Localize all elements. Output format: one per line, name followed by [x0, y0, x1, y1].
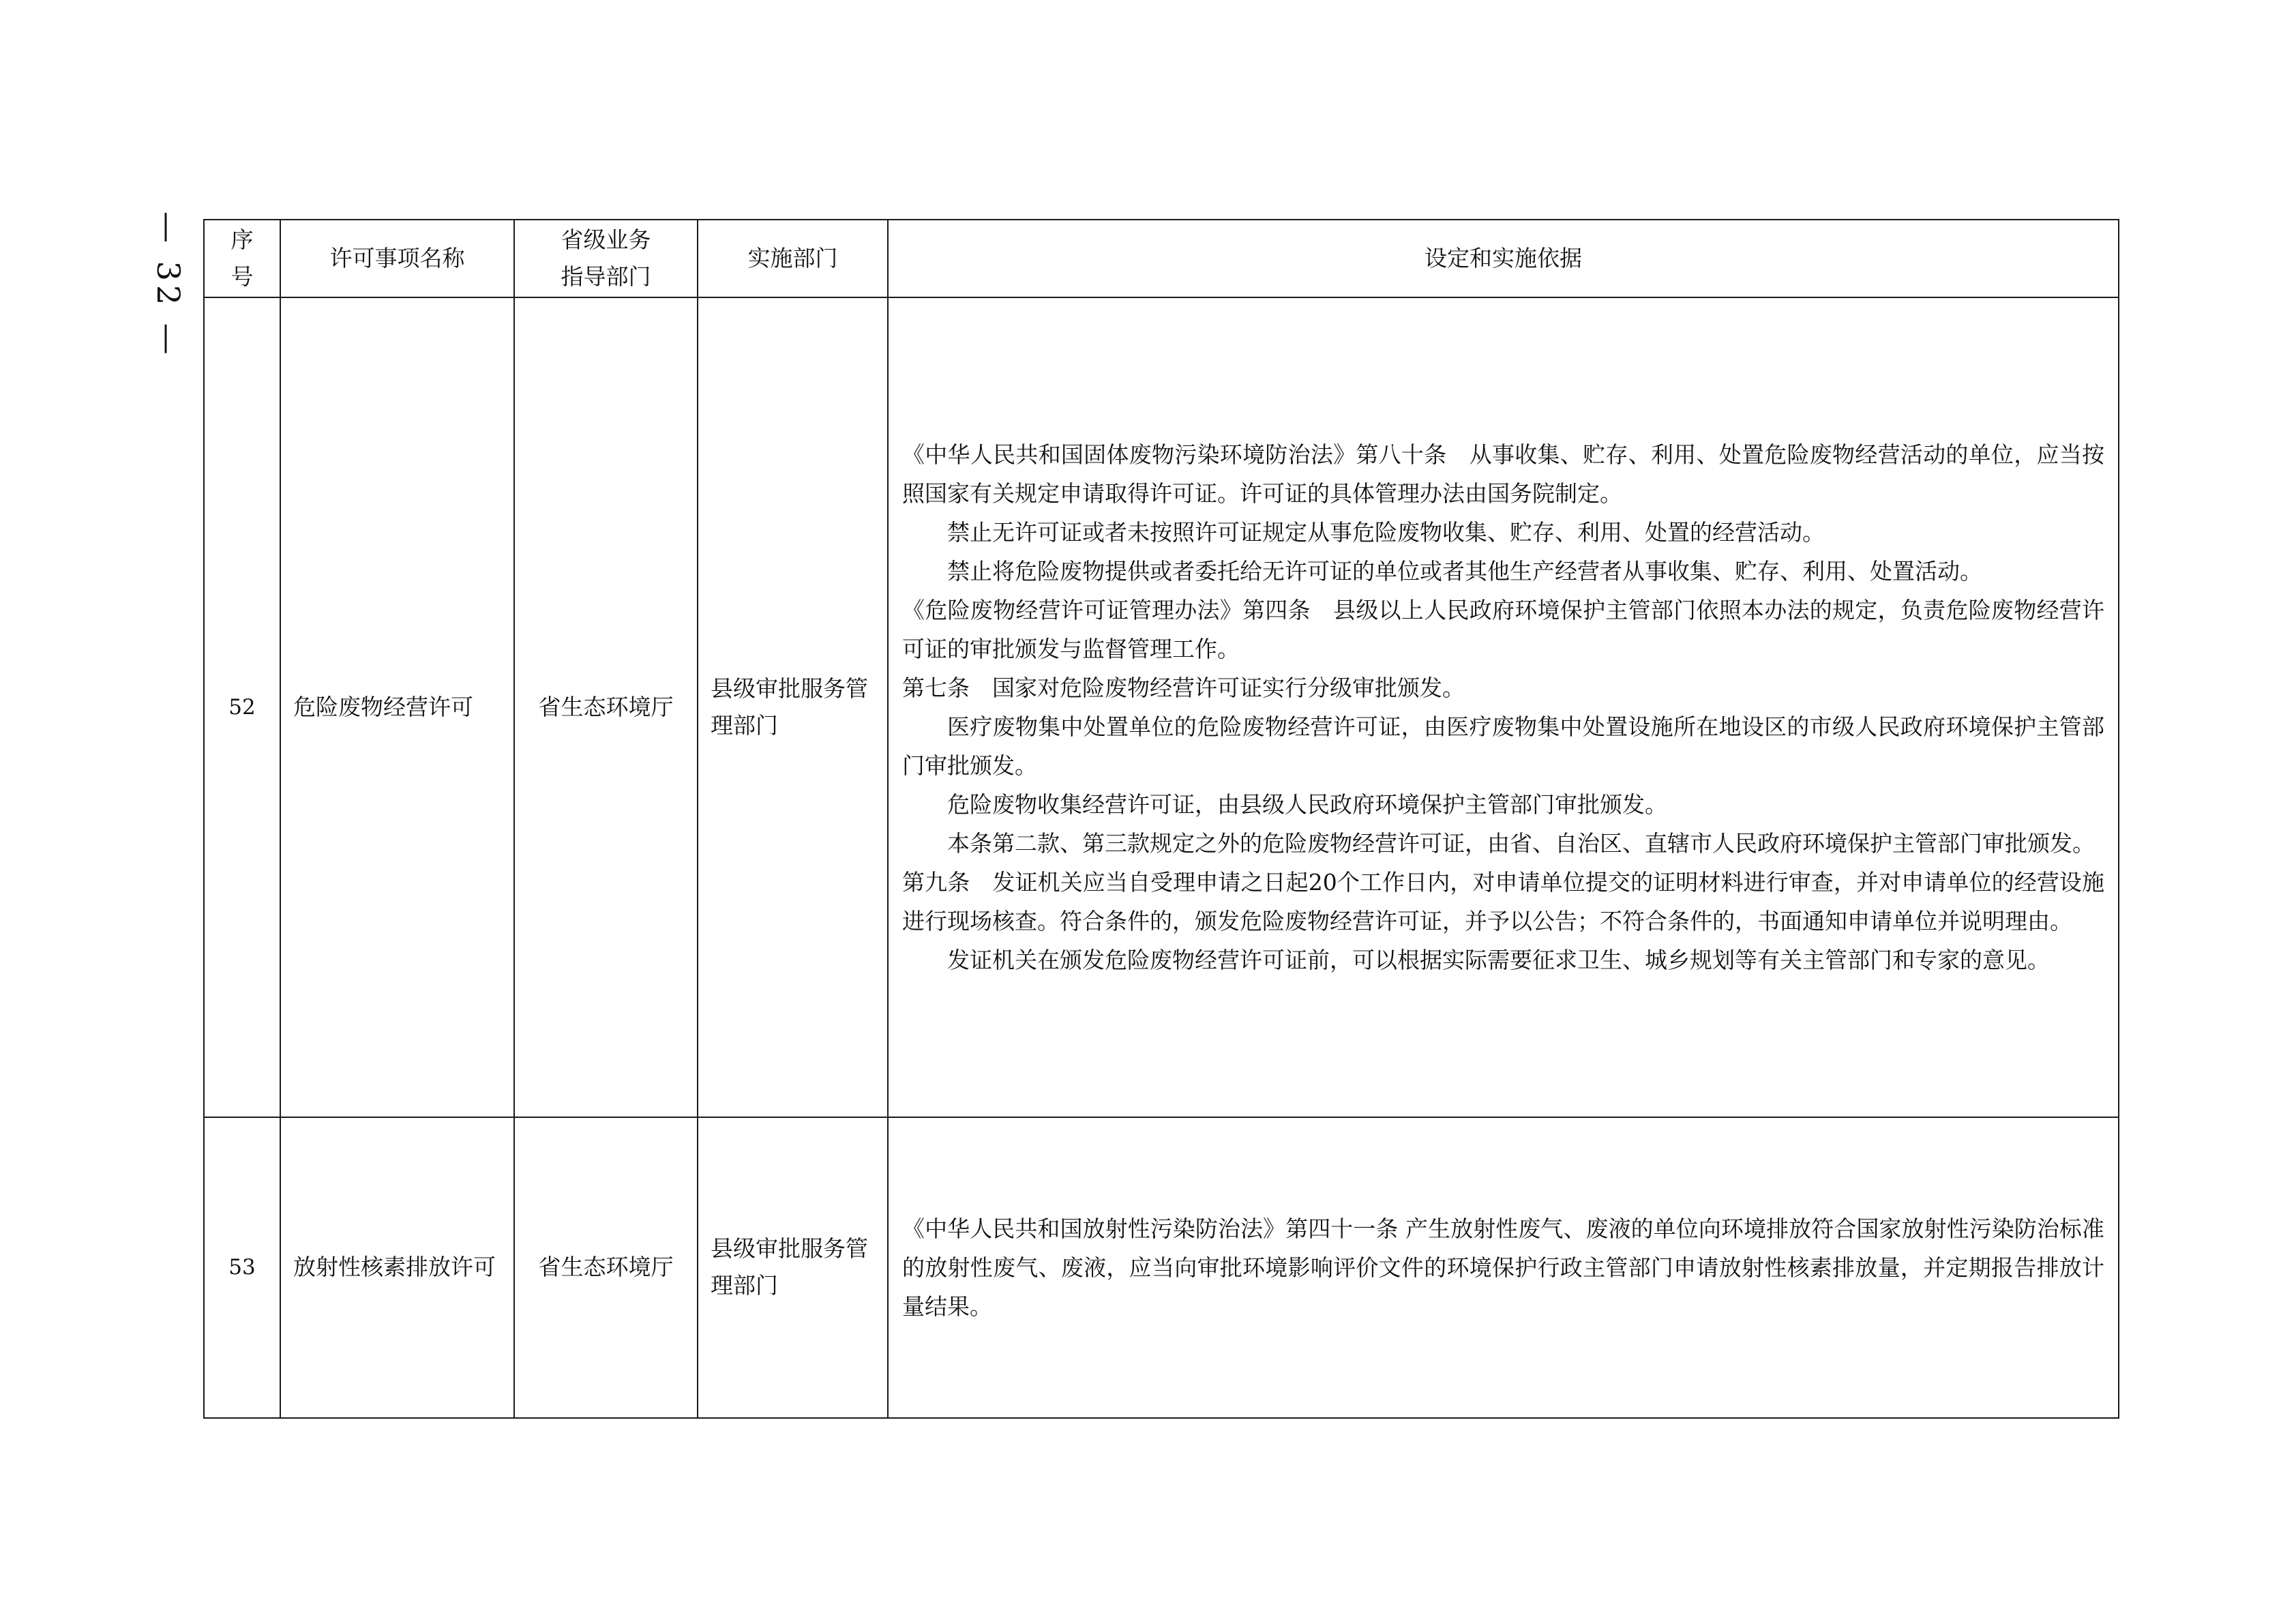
header-seq: [204, 220, 280, 297]
permit-table: [203, 219, 2119, 1419]
row-permit-name: 危险废物经营许可: [280, 297, 514, 1117]
header-permit-name: 许可事项名称: [280, 220, 514, 297]
header-seq-line: 号: [230, 263, 254, 290]
basis-paragraph: 禁止无许可证或者未按照许可证规定从事危险废物收集、贮存、利用、处置的经营活动。: [947, 518, 1825, 546]
table-header-row: [204, 220, 2119, 297]
table-row: [204, 297, 2119, 1117]
row-implementing-dept: 县级审批服务管理部门: [698, 1117, 888, 1418]
header-seq-line: 序: [230, 226, 254, 253]
basis-paragraph: 《中华人民共和国放射性污染防治法》第四十一条 产生放射性废气、废液的单位向环境排放符合国家放射性污染防治标准的放射性废气、废液，应当向审批环境影响评价文件的环境保护行政主管部门申请放射性核素排放量，并定期报告排放计量结果。: [902, 1215, 2104, 1320]
basis-paragraph: 危险废物收集经营许可证，由县级人民政府环境保护主管部门审批颁发。: [947, 791, 1667, 818]
header-dept-line: 省级业务: [561, 226, 651, 253]
row-seq: 52: [204, 297, 280, 1117]
row-implementing-dept: 县级审批服务管理部门: [698, 297, 888, 1117]
basis-paragraph: 第九条 发证机关应当自受理申请之日起20个工作日内，对申请单位提交的证明材料进行审查，并对申请单位的经营设施进行现场核查。符合条件的，颁发危险废物经营许可证，并予以公告；不符合条件的，书面通知申请单位并说明理由。: [902, 868, 2104, 934]
row-guidance-dept: 省生态环境厅: [514, 297, 698, 1117]
row-permit-name: 放射性核素排放许可: [280, 1117, 514, 1418]
header-implementing-dept: 实施部门: [698, 220, 888, 297]
basis-paragraph: 禁止将危险废物提供或者委托给无许可证的单位或者其他生产经营者从事收集、贮存、利用、处置活动。: [947, 557, 1982, 585]
table-row: [204, 1117, 2119, 1418]
basis-paragraph: 本条第二款、第三款规定之外的危险废物经营许可证，由省、自治区、直辖市人民政府环境保护主管部门审批颁发。: [947, 829, 2095, 857]
row-legal-basis: [888, 297, 2119, 1117]
row-seq: 53: [204, 1117, 280, 1418]
basis-paragraph: 发证机关在颁发危险废物经营许可证前，可以根据实际需要征求卫生、城乡规划等有关主管部门和专家的意见。: [947, 946, 2050, 973]
basis-paragraph: 第七条 国家对危险废物经营许可证实行分级审批颁发。: [902, 674, 1465, 701]
row-legal-basis: [888, 1117, 2119, 1418]
header-legal-basis: 设定和实施依据: [888, 220, 2119, 297]
basis-paragraph: 《中华人民共和国固体废物污染环境防治法》第八十条 从事收集、贮存、利用、处置危险废物经营活动的单位，应当按照国家有关规定申请取得许可证。许可证的具体管理办法由国务院制定。: [902, 441, 2104, 507]
basis-paragraph: 医疗废物集中处置单位的危险废物经营许可证，由医疗废物集中处置设施所在地设区的市级人民政府环境保护主管部门审批颁发。: [902, 713, 2104, 779]
basis-paragraph: 《危险废物经营许可证管理办法》第四条 县级以上人民政府环境保护主管部门依照本办法的规定，负责危险废物经营许可证的审批颁发与监督管理工作。: [902, 596, 2104, 662]
row-guidance-dept: 省生态环境厅: [514, 1117, 698, 1418]
header-dept-line: 指导部门: [561, 263, 651, 290]
page-number: — 32 —: [150, 211, 187, 359]
header-guidance-dept: [514, 220, 698, 297]
